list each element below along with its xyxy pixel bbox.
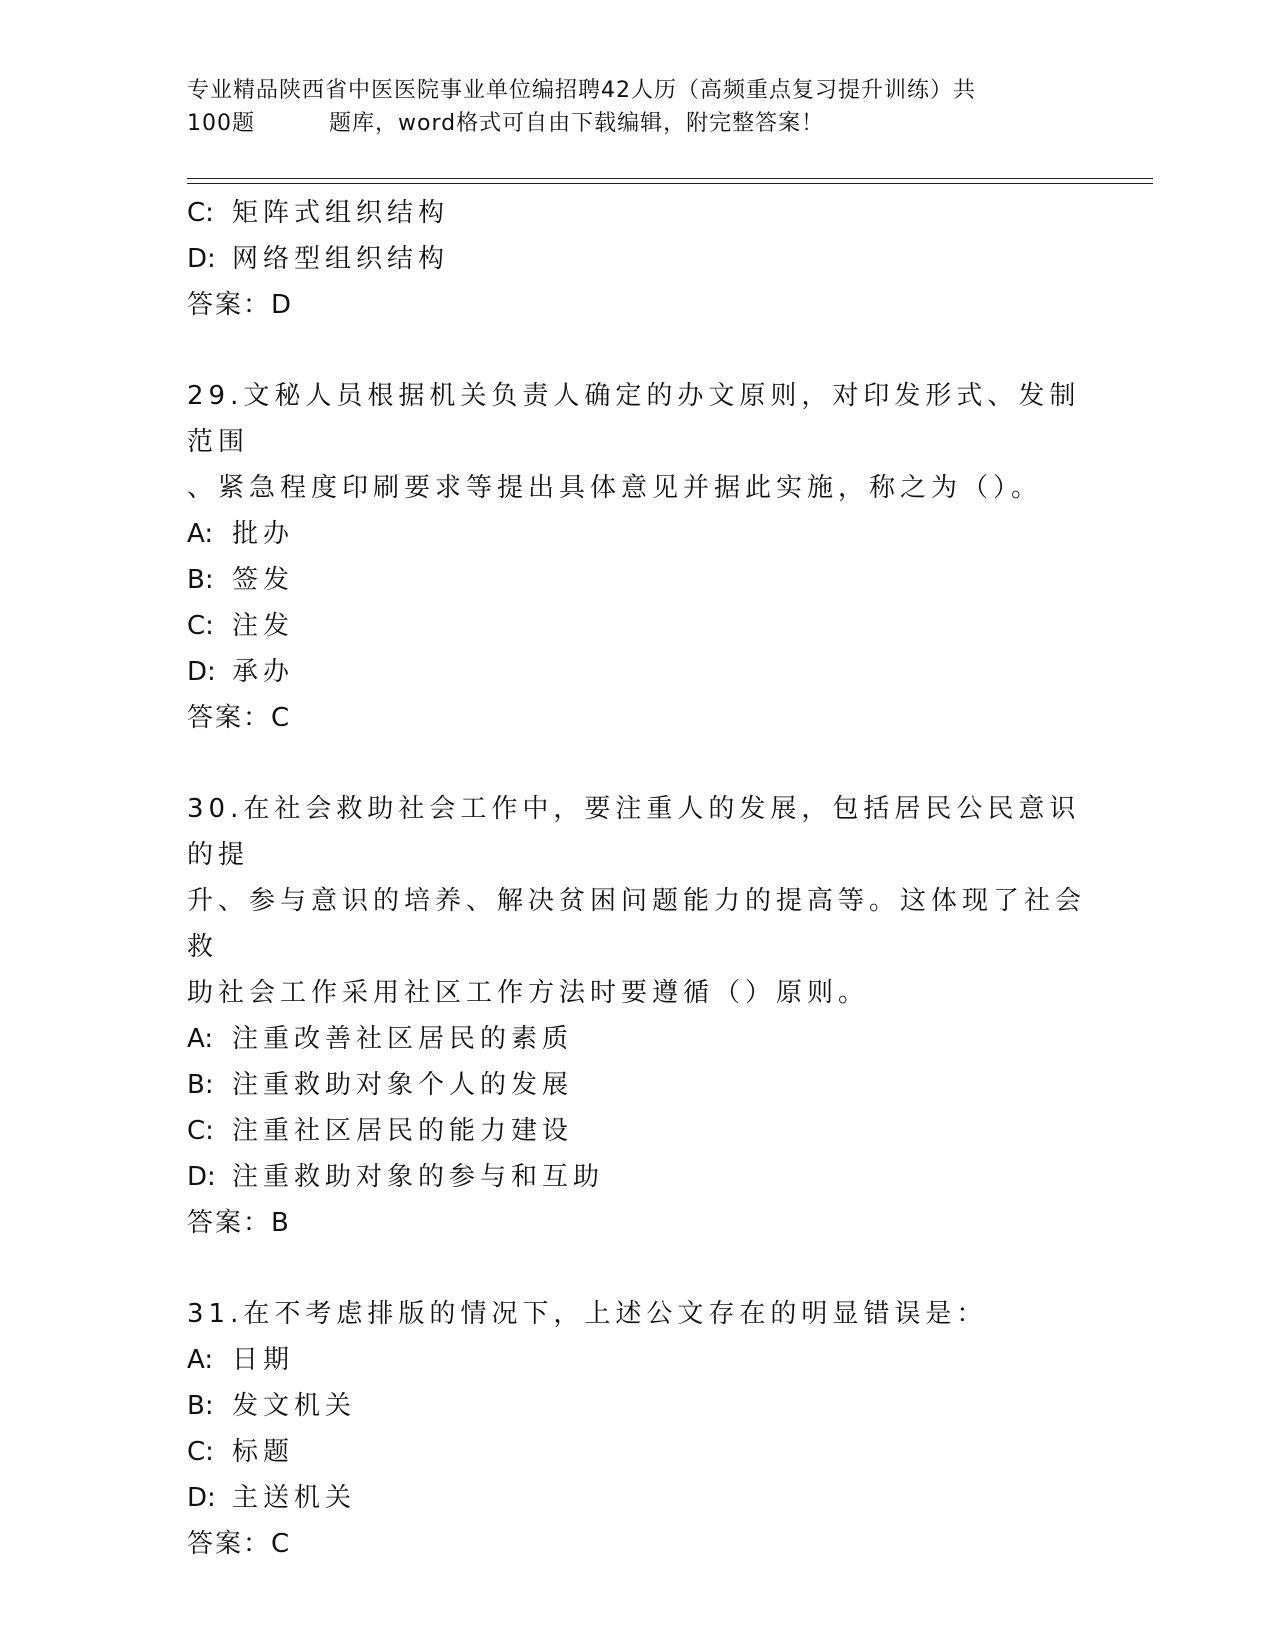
option-d — [187, 649, 1087, 695]
option-label: A: — [187, 1345, 214, 1375]
header-subtitle: 题库，word格式可自由下载编辑，附完整答案！ — [329, 111, 825, 136]
question-text: 助社会工作采用社区工作方法时要遵循（）原则。 — [187, 978, 870, 1008]
answer-line: 答案：C — [187, 1529, 292, 1559]
option-label: D: — [187, 1483, 216, 1513]
option-label: D: — [187, 657, 216, 687]
option-label: B: — [187, 1391, 214, 1421]
question-text: 、紧急程度印刷要求等提出具体意见并据此实施，称之为（）。 — [187, 473, 1043, 503]
option-text: 矩阵式组织结构 — [232, 198, 450, 228]
document-header — [187, 74, 1087, 140]
option-label: D: — [187, 244, 216, 274]
answer-line: 答案：C — [187, 703, 292, 733]
option-c — [187, 603, 1087, 649]
question-28-tail — [187, 190, 1087, 328]
option-text: 主送机关 — [232, 1483, 357, 1513]
answer-line: 答案：B — [187, 1208, 291, 1238]
question-30 — [187, 786, 1087, 1246]
option-a — [187, 1016, 1087, 1062]
option-b — [187, 1383, 1087, 1429]
option-label: C: — [187, 611, 214, 641]
option-text: 日期 — [232, 1345, 295, 1375]
option-b — [187, 1062, 1087, 1108]
question-text: 29.文秘人员根据机关负责人确定的办文原则，对印发形式、发制范围 — [187, 381, 1081, 457]
option-a — [187, 1337, 1087, 1383]
option-label: A: — [187, 519, 214, 549]
option-label: C: — [187, 1437, 214, 1467]
option-text: 批办 — [232, 519, 295, 549]
option-label: D: — [187, 1162, 216, 1192]
option-label: A: — [187, 1024, 214, 1054]
option-d — [187, 1475, 1087, 1521]
header-title-line2 — [187, 107, 1087, 140]
option-c — [187, 190, 1087, 236]
option-text: 标题 — [232, 1437, 295, 1467]
option-d — [187, 236, 1087, 282]
question-text: 30.在社会救助社会工作中，要注重人的发展，包括居民公民意识的提 — [187, 794, 1081, 870]
header-question-count: 100题 — [187, 111, 255, 136]
option-text: 注重救助对象的参与和互助 — [232, 1162, 605, 1192]
question-29 — [187, 373, 1087, 741]
option-text: 网络型组织结构 — [232, 244, 450, 274]
option-c — [187, 1429, 1087, 1475]
answer-line: 答案：D — [187, 290, 294, 320]
option-text: 注重救助对象个人的发展 — [232, 1070, 574, 1100]
question-31 — [187, 1291, 1087, 1567]
option-d — [187, 1154, 1087, 1200]
option-label: C: — [187, 198, 214, 228]
option-text: 承办 — [232, 657, 295, 687]
option-a — [187, 511, 1087, 557]
option-label: B: — [187, 565, 214, 595]
option-text: 发文机关 — [232, 1391, 357, 1421]
option-label: C: — [187, 1116, 214, 1146]
option-text: 注重社区居民的能力建设 — [232, 1116, 574, 1146]
question-text: 31.在不考虑排版的情况下，上述公文存在的明显错误是： — [187, 1299, 988, 1329]
header-divider-top — [187, 178, 1153, 179]
question-text: 升、参与意识的培养、解决贫困问题能力的提高等。这体现了社会救 — [187, 886, 1087, 962]
option-label: B: — [187, 1070, 214, 1100]
option-b — [187, 557, 1087, 603]
option-c — [187, 1108, 1087, 1154]
option-text: 签发 — [232, 565, 295, 595]
option-text: 注重改善社区居民的素质 — [232, 1024, 574, 1054]
header-title-line1: 专业精品陕西省中医医院事业单位编招聘42人历（高频重点复习提升训练）共 — [187, 78, 976, 103]
option-text: 注发 — [232, 611, 295, 641]
question-content — [187, 190, 1087, 1567]
header-divider-bottom — [187, 183, 1153, 184]
